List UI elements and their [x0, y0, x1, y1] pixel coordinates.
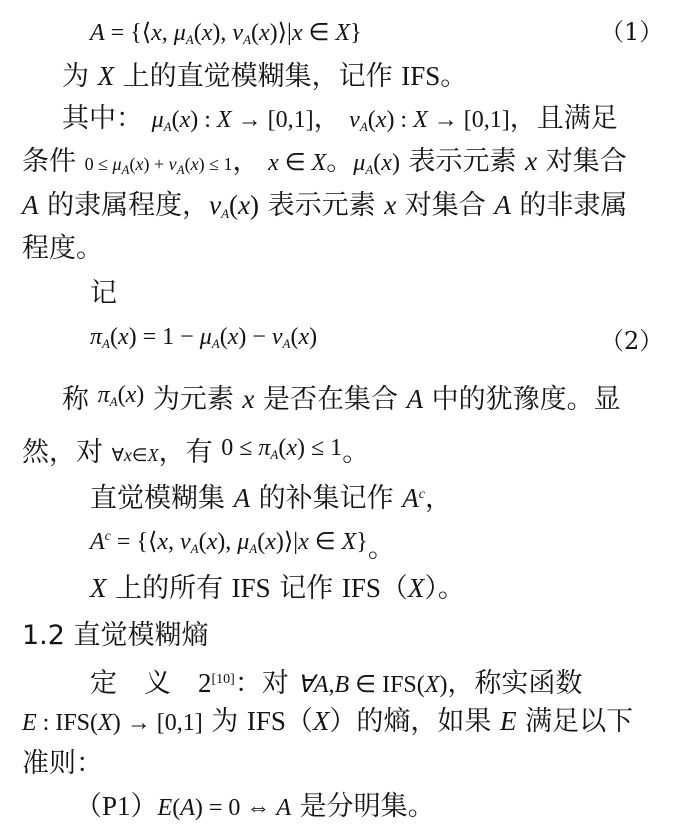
paragraph-line: X 上的所有 IFS 记作 IFS（X）。 — [90, 573, 465, 604]
line-text: 程度。 — [22, 233, 103, 264]
paragraph-line — [22, 229, 103, 269]
equation-ifs-definition: A = {⟨x, $\mu_A(x)$, $\nu_A(x)⟩|x$ ∈ X} — [90, 20, 362, 47]
line-text: 记 — [90, 278, 117, 309]
paragraph-line: 定 义 2[10]：对 ∀A,B ∈ IFS(X)，称实函数 — [90, 668, 583, 699]
paragraph-line: 直觉模糊集 A 的补集记作 $A^c$， — [90, 483, 452, 514]
paragraph-line: 为 X 上的直觉模糊集，记作 IFS。 — [62, 61, 468, 92]
paragraph-line — [90, 274, 117, 314]
paragraph-line: A 的隶属程度，$\nu_A(x)$ 表示元素 x 对集合 A 的非隶属 — [22, 190, 628, 221]
section-heading: 1.2 直觉模糊熵 — [22, 620, 209, 651]
line-text: 准则： — [22, 748, 103, 779]
paragraph-line: 然，对 ∀x∈X，有 $0 \le \pi_A(x) \le 1$。 — [22, 435, 370, 468]
equation-number-2: （2） — [600, 327, 664, 355]
paragraph-line: （P1）E(A) = 0 ⇔ A 是分明集。 — [75, 791, 435, 822]
equation-hesitancy: $\pi_A(x) = 1 - \mu_A(x) - \nu_A(x)$ — [90, 324, 318, 351]
paragraph-line: 条件 $0 \le \mu_A(x) + \nu_A(x) \le 1$， x ∈ X。$\mu_A(x)$ 表示元素 x 对集合 — [22, 146, 627, 177]
paragraph-line: E : IFS(X) → [0,1] 为 IFS（X）的熵，如果 E 满足以下 — [22, 706, 634, 737]
paragraph-line: 其中： $\mu_A(x)$ : X → [0,1]， $\nu_A(x)$ : X → [0,1]，且满足 — [62, 103, 618, 134]
paragraph-line — [22, 744, 103, 784]
paragraph-line: 称 $\pi_A(x)$ 为元素 x 是否在集合 A 中的犹豫度。显 — [62, 382, 621, 415]
equation-number-1: （1） — [600, 18, 664, 46]
equation-complement: $A^c$ = {⟨x, $\nu_A(x)$, $\mu_A(x)⟩|x$ ∈ X}。 — [90, 529, 395, 564]
